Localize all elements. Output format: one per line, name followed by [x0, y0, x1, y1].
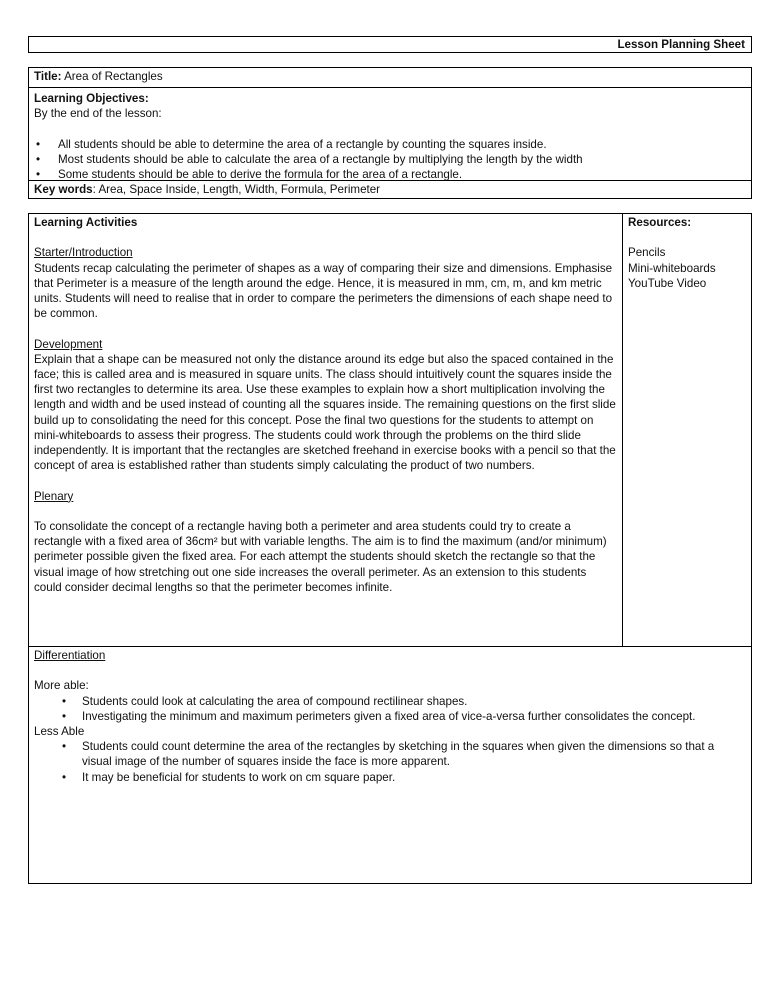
sheet-title: Lesson Planning Sheet [617, 38, 745, 51]
title-value: Area of Rectangles [61, 70, 163, 83]
title-label: Title: [34, 70, 62, 83]
header-bar [28, 36, 752, 53]
less-able-list [34, 739, 746, 785]
lesson-overview-table [28, 67, 752, 199]
resources-label: Resources: [628, 216, 692, 229]
more-able-list [34, 694, 746, 724]
plenary-text: To consolidate the concept of a rectangle having both a perimeter and area students could try to create a rectangle with a fixed area of 36cm² but with variable lengths. The aim is to find the maximum (and/or minimum) perimeter possible given the fixed area. For each attempt the students should sketch the rectangle so that the visual image of how stretching out one side increases the overall perimeter. As an extension to this students could consider decimal lengths so that the perimeter becomes infinite. [34, 520, 607, 594]
resource-item: Mini-whiteboards [628, 261, 716, 275]
keywords-value: : Area, Space Inside, Length, Width, Formula, Perimeter [92, 183, 381, 196]
starter-heading: Starter/Introduction [34, 246, 133, 260]
resource-item: Pencils [628, 246, 666, 260]
less-able-item: • It may be beneficial for students to work on cm square paper. [34, 770, 746, 785]
more-able-item: • Students could look at calculating the area of compound rectilinear shapes. [34, 694, 746, 709]
objective-item: • Some students should be able to derive the formula for the area of a rectangle. [34, 167, 746, 182]
more-able-item: • Investigating the minimum and maximum perimeters given a fixed area of vice-a-versa further consolidates the concept. [34, 709, 746, 724]
development-heading: Development [34, 337, 103, 351]
objectives-list [34, 137, 746, 183]
resources-cell [623, 214, 751, 647]
resource-item: YouTube Video [628, 276, 707, 290]
keywords-label: Key words [34, 183, 93, 196]
objectives-intro: By the end of the lesson: [34, 107, 162, 121]
less-able-label: Less Able [34, 725, 85, 738]
objective-item: • All students should be able to determine the area of a rectangle by counting the squares inside. [34, 137, 746, 152]
activities-table [28, 213, 752, 884]
title-row [29, 68, 751, 88]
differentiation-cell [29, 647, 751, 883]
learning-activities-cell [29, 214, 623, 647]
plenary-heading: Plenary [34, 489, 74, 503]
objectives-row [29, 88, 751, 181]
less-able-item: • Students could count determine the area of the rectangles by sketching in the squares when given the dimensions so that a visual image of the number of squares inside the face is more apparent. [34, 739, 746, 769]
activities-label: Learning Activities [34, 216, 138, 229]
objective-item: • Most students should be able to calculate the area of a rectangle by multiplying the length by the width [34, 152, 746, 167]
differentiation-heading: Differentiation [34, 649, 106, 662]
development-text: Explain that a shape can be measured not only the distance around its edge but also the spaced contained in the face; this is called area and is measured in square units. The class should intuitively count the squares inside the first two rectangles to determine its area. Use these examples to explain how a short multiplication involving the length and width and be used instead of counting all the squares inside. The remaining questions on the first slide build up to consolidating the need for this concept. Pose the final two questions for the students to attempt on mini-whiteboards to assess their progress. The students could work through the problems on the third slide independently. It is important that the rectangles are sketched freehand in exercise books with a pencil so that the concept of area is established rather than students simply calculating the product of two numbers. [34, 352, 616, 473]
more-able-label: More able: [34, 679, 89, 693]
keywords-row [29, 181, 751, 198]
objectives-label: Learning Objectives: [34, 92, 149, 105]
starter-text: Students recap calculating the perimeter of shapes as a way of comparing their size and dimensions. Emphasise that Perimeter is a measure of the length around the edge. Hence, it is measured in mm, cm, m, and km metric units. Students will need to realise that in order to compare the perimeters the dimensions of each shape need to be common. [34, 261, 613, 321]
